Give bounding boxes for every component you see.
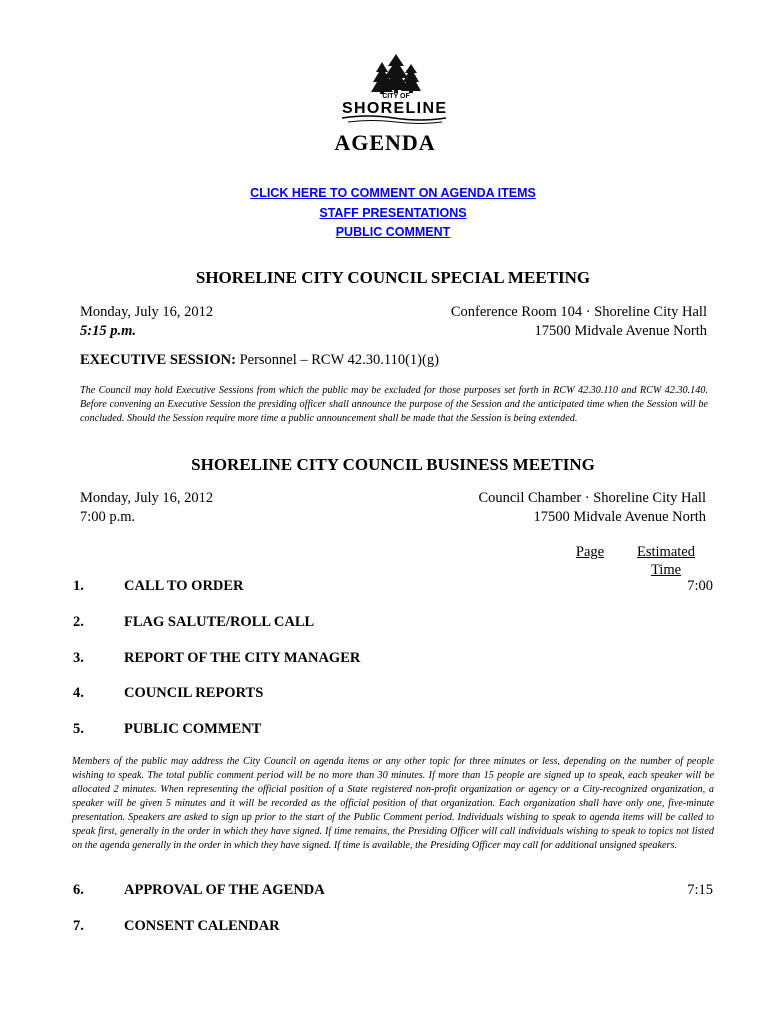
item-number: 7. (73, 918, 84, 934)
executive-session-note: The Council may hold Executive Sessions from which the public may be excluded for those purposes set forth in RCW 42.30.110 and RCW 42.30.140. Before convening an Executive Session the presiding officer shall announce the purpose of the Session and the anticipated time when the Session will be concluded. Should the Session require more time a public announcement shall be made that the Session is being extended. (80, 385, 708, 424)
item-approval-of-agenda: APPROVAL OF THE AGENDA (124, 882, 325, 898)
special-meeting-time: 5:15 p.m. (80, 323, 136, 339)
comment-on-agenda-link[interactable]: CLICK HERE TO COMMENT ON AGENDA ITEMS (250, 186, 536, 200)
agenda-links (0, 184, 770, 243)
public-comment-link[interactable]: PUBLIC COMMENT (335, 225, 451, 239)
special-meeting-location: Conference Room 104 · Shoreline City Hall (450, 304, 707, 320)
executive-session-label: EXECUTIVE SESSION: (80, 352, 236, 368)
item-number: 1. (73, 578, 84, 594)
col-header-page: Page (575, 544, 605, 560)
item-city-manager-report: REPORT OF THE CITY MANAGER (124, 650, 361, 666)
col-header-time: Time (650, 562, 682, 578)
item-council-reports: COUNCIL REPORTS (124, 685, 264, 701)
executive-session (80, 352, 439, 369)
item-time: 7:15 (687, 882, 713, 898)
public-comment-note: Members of the public may address the City Council on agenda items or any other topic for three minutes or less, depending on the number of people wishing to speak. The total public comment period will be no more than 30 minutes. If more than 15 people are signed up to speak, each speaker will be allocated 2 minutes. When representing the official position of a State registered non-profit organization or agency or a City-recognized organization, a speaker will be given 5 minutes and it will be recorded as the official position of that organization. Each organization shall have only one, five-minute presentation. Speakers are asked to sign up prior to the start of the Public Comment period. Individuals wishing to speak to agenda items will be called to speak first, generally in the order in which they have signed. If time remains, the Presiding Officer will call individuals wishing to speak to topics not listed on the agenda generally in the order in which they have signed. If time is available, the Presiding Officer may call for additional unsigned speakers. (72, 756, 714, 851)
special-meeting-address: 17500 Midvale Avenue North (534, 323, 707, 339)
item-flag-salute: FLAG SALUTE/ROLL CALL (124, 614, 315, 630)
item-number: 5. (73, 721, 84, 737)
executive-session-text: Personnel – RCW 42.30.110(1)(g) (235, 352, 439, 368)
special-meeting-title: SHORELINE CITY COUNCIL SPECIAL MEETING (195, 268, 591, 287)
business-meeting-date: Monday, July 16, 2012 (80, 490, 214, 506)
item-call-to-order: CALL TO ORDER (124, 578, 244, 594)
logo-name: SHORELINE (342, 100, 446, 117)
business-meeting-title: SHORELINE CITY COUNCIL BUSINESS MEETING (191, 455, 595, 474)
item-number: 2. (73, 614, 84, 630)
logo-city-of: CITY OF (382, 93, 410, 100)
staff-presentations-link[interactable]: STAFF PRESENTATIONS (319, 205, 467, 220)
item-consent-calendar: CONSENT CALENDAR (124, 918, 280, 934)
business-meeting-address: 17500 Midvale Avenue North (533, 509, 706, 525)
business-meeting-location: Council Chamber · Shoreline City Hall (478, 490, 706, 506)
page-title: AGENDA (334, 130, 436, 155)
item-number: 3. (73, 650, 84, 666)
item-time: 7:00 (687, 578, 713, 594)
col-header-estimated: Estimated (637, 544, 695, 560)
item-number: 4. (73, 685, 84, 701)
item-number: 6. (73, 882, 84, 898)
item-public-comment: PUBLIC COMMENT (124, 721, 262, 737)
city-logo (338, 52, 450, 126)
business-meeting-time: 7:00 p.m. (80, 509, 136, 525)
special-meeting-date: Monday, July 16, 2012 (80, 304, 214, 320)
